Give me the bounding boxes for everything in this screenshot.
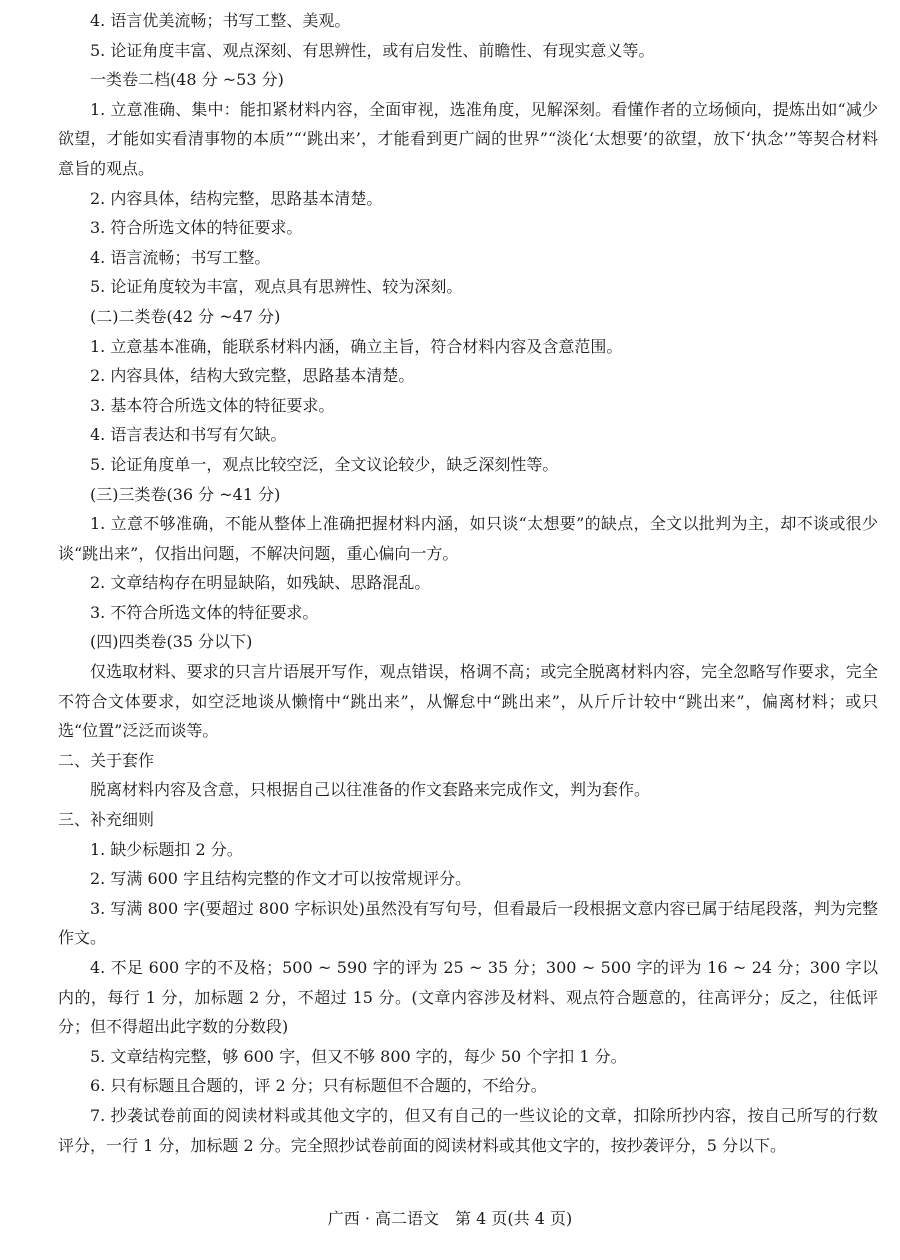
text-line: 3. 不符合所选文体的特征要求。 [90, 602, 319, 622]
subsection-heading: (三)三类卷(36 分 ~41 分) [90, 484, 281, 504]
text-line: 4. 语言流畅；书写工整。 [90, 247, 271, 267]
text-paragraph: 7. 抄袭试卷前面的阅读材料或其他文字的，但又有自己的一些议论的文章，扣除所抄内容，按自己所写的行数评分，一行 1 分，加标题 2 分。完全照抄试卷前面的阅读材料或其他文字的，按抄袭评分，5 分以下。 [58, 1105, 878, 1155]
subsection-heading: 一类卷二档(48 分 ~53 分) [90, 70, 284, 90]
text-paragraph: 1. 立意不够准确，不能从整体上准确把握材料内涵，如只谈“太想要”的缺点，全文以批判为主，却不谈或很少谈“跳出来”，仅指出问题，不解决问题，重心偏向一方。 [58, 514, 878, 563]
text-paragraph: 4. 不足 600 字的不及格；500 ~ 590 字的评为 25 ~ 35 分；300 ~ 500 字的评为 16 ~ 24 分；300 字以内的，每行 1 分，加标题 2 分，不超过 15 分。(文章内容涉及材料、观点符合题意的，往高评分；反之，往低评分；但不得超出此字数的分数段) [58, 958, 878, 1037]
text-line: 1. 立意基本准确，能联系材料内涵，确立主旨，符合材料内容及含意范围。 [90, 336, 623, 356]
text-line: 3. 基本符合所选文体的特征要求。 [90, 395, 335, 415]
text-paragraph: 1. 立意准确、集中：能扣紧材料内容，全面审视，选准角度，见解深刻。看懂作者的立场倾向，提炼出如“减少欲望，才能如实看清事物的本质”“‘跳出来’，才能看到更广阔的世界”“淡化‘太想要’的欲望，放下‘执念’”等契合材料意旨的观点。 [58, 99, 878, 178]
text-line: 4. 语言表达和书写有欠缺。 [90, 425, 287, 445]
text-paragraph: 仅选取材料、要求的只言片语展开写作，观点错误，格调不高；或完全脱离材料内容，完全忽略写作要求，完全不符合文体要求，如空泛地谈从懒惰中“跳出来”，从懈怠中“跳出来”，从斤斤计较中“跳出来”，偏离材料；或只选“位置”泛泛而谈等。 [58, 662, 878, 741]
text-line: 5. 论证角度单一，观点比较空泛，全文议论较少，缺乏深刻性等。 [90, 454, 559, 474]
text-line: 4. 语言优美流畅；书写工整、美观。 [90, 11, 351, 30]
text-line: 3. 符合所选文体的特征要求。 [90, 218, 303, 238]
text-line: 2. 内容具体，结构完整，思路基本清楚。 [90, 188, 383, 208]
text-line: 2. 内容具体，结构大致完整，思路基本清楚。 [90, 366, 415, 386]
subsection-heading: (二)二类卷(42 分 ~47 分) [90, 306, 281, 326]
section-heading: 二、关于套作 [58, 750, 155, 770]
text-line: 1. 缺少标题扣 2 分。 [90, 839, 243, 859]
subsection-heading: (四)四类卷(35 分以下) [90, 632, 253, 652]
text-line: 2. 文章结构存在明显缺陷，如残缺、思路混乱。 [90, 573, 431, 593]
text-line: 5. 论证角度较为丰富，观点具有思辨性、较为深刻。 [90, 277, 463, 297]
text-line: 脱离材料内容及含意，只根据自己以往准备的作文套路来完成作文，判为套作。 [90, 780, 651, 800]
text-line: 2. 写满 600 字且结构完整的作文才可以按常规评分。 [90, 869, 472, 889]
text-paragraph: 3. 写满 800 字(要超过 800 字标识处)虽然没有写句号，但看最后一段根据文意内容已属于结尾段落，判为完整作文。 [58, 898, 878, 948]
document-body [58, 6, 878, 1160]
page-footer: 广西 · 高二语文 第 4 页(共 4 页) [327, 1209, 573, 1228]
text-line: 5. 论证角度丰富、观点深刻、有思辨性，或有启发性、前瞻性、有现实意义等。 [90, 40, 655, 60]
text-line: 6. 只有标题且合题的，评 2 分；只有标题但不合题的，不给分。 [90, 1076, 547, 1096]
text-line: 5. 文章结构完整，够 600 字，但又不够 800 字的，每少 50 个字扣 1 分。 [90, 1046, 627, 1066]
section-heading: 三、补充细则 [58, 810, 155, 830]
